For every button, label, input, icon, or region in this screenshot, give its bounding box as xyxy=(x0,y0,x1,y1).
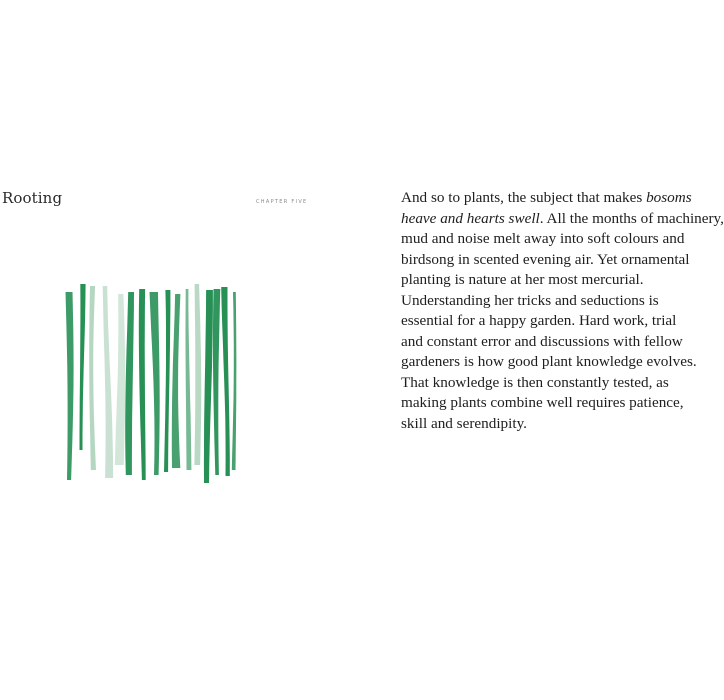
brush-stroke xyxy=(232,292,237,470)
brush-stroke xyxy=(139,289,146,480)
paragraph-line: gardeners is how good plant knowledge evolves. xyxy=(401,353,697,370)
paragraph-line: And so to plants, the subject that makes bosoms xyxy=(401,189,692,206)
paragraph-line: planting is nature at her most mercurial. xyxy=(401,271,644,288)
chapter-title: Rooting xyxy=(2,189,63,207)
paragraph-line: birdsong in scented evening air. Yet ornamental xyxy=(401,250,690,268)
paragraph-line: and constant error and discussions with fellow xyxy=(401,332,683,350)
brush-stroke xyxy=(172,294,181,468)
brush-stroke xyxy=(221,287,230,476)
paragraph-line: That knowledge is then constantly tested, as xyxy=(401,373,669,391)
brush-stroke xyxy=(66,292,74,480)
chapter-label: CHAPTER FIVE xyxy=(256,199,308,205)
brush-stroke xyxy=(125,292,134,475)
brush-stroke xyxy=(103,286,113,478)
brush-stroke xyxy=(204,290,213,483)
brush-stroke xyxy=(186,289,192,470)
body-paragraph xyxy=(401,188,724,434)
brush-stroke xyxy=(115,294,126,465)
brush-stroke xyxy=(89,286,96,470)
brush-stroke xyxy=(150,292,160,475)
brush-stroke xyxy=(194,284,201,465)
paragraph-line: Understanding her tricks and seductions is xyxy=(401,291,659,309)
brush-stroke xyxy=(80,284,86,450)
paragraph-line: making plants combine well requires patience, xyxy=(401,394,684,411)
paragraph-line: skill and serendipity. xyxy=(401,414,527,432)
green-brush-strokes-illustration xyxy=(60,280,240,490)
paragraph-line: mud and noise melt away into soft colours and xyxy=(401,230,685,247)
paragraph-line: heave and hearts swell. All the months of machinery, xyxy=(401,209,724,227)
brush-stroke xyxy=(213,289,220,475)
brush-stroke xyxy=(164,290,170,472)
paragraph-line: essential for a happy garden. Hard work, trial xyxy=(401,312,677,329)
